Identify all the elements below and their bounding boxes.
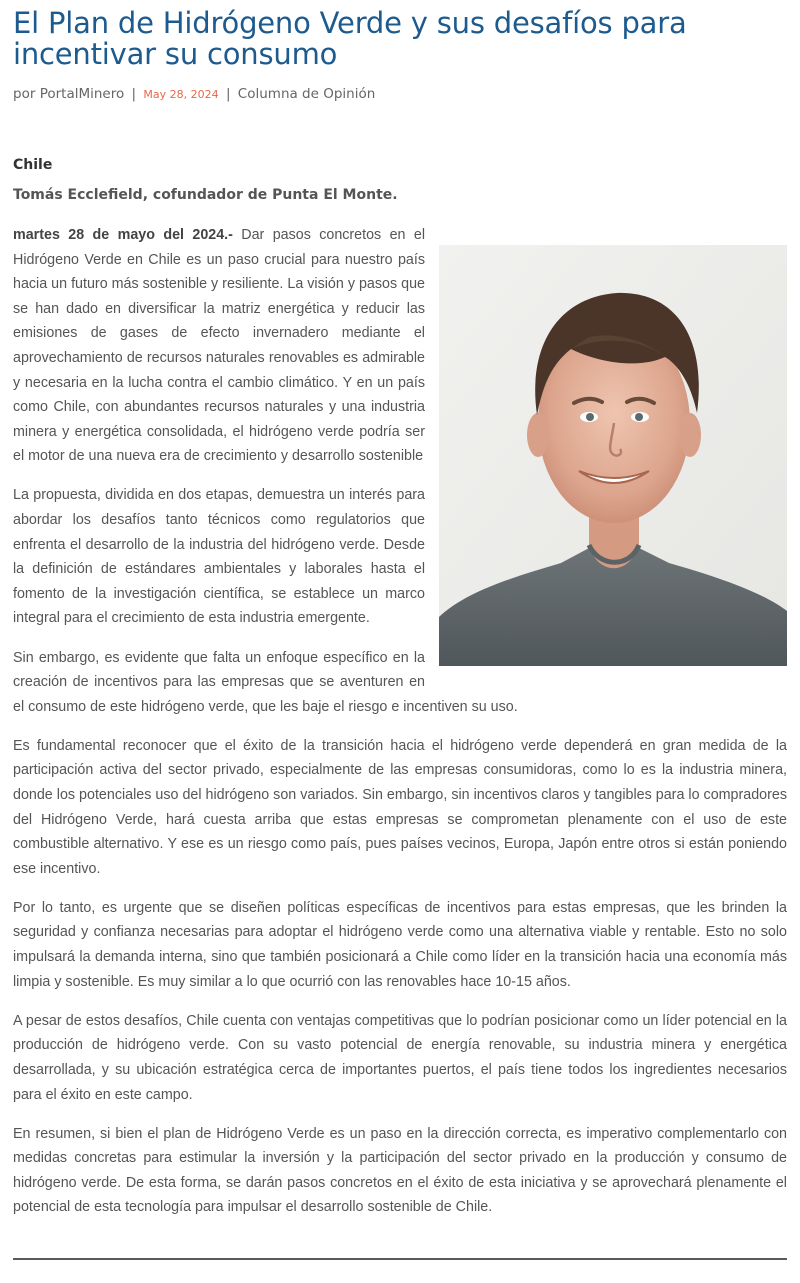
meta-category-link[interactable]: Columna de Opinión xyxy=(237,86,376,102)
paragraph: La propuesta, dividida en dos etapas, demuestra un interés para abordar los desafíos tanto técnicos como regulatorios que enfrenta el desarrollo de la industria del hidrógeno verde. Desde la definición de estándares ambientales y laborales hasta el fomento de la investigación científica, se establece un marco integral para el crecimiento de esta industria emergente. xyxy=(13,487,425,627)
article-body xyxy=(13,223,787,1234)
paragraph: A pesar de estos desafíos, Chile cuenta con ventajas competitivas que lo podrían posicionar como un líder potencial en la producción de hidrógeno verde. Con su vasto potencial de energía renovable, su industria minera y energética desarrollada, y su ubicación estratégica cerca de importantes puertos, el país tiene todos los ingredientes necesarios para el éxito en este campo. xyxy=(13,1012,787,1103)
paragraph: Por lo tanto, es urgente que se diseñen políticas específicas de incentivos para estas empresas, que les brinden la seguridad y confianza necesarias para adoptar el hidrógeno verde como una alternativa viable y rentable. Esto no solo impulsará la demanda interna, sino que también posicionará a Chile como líder en la transición hacia una economía más limpia y sostenible. Es muy similar a lo que ocurrió con las renovables hace 10-15 años. xyxy=(13,899,787,990)
paragraph: En resumen, si bien el plan de Hidrógeno Verde es un paso en la dirección correcta, es imperativo complementarlo con medidas concretas para estimular la inversión y la participación del sector privado en la producción y consumo de hidrógeno verde. De esta forma, se darán pasos concretos en el éxito de esta iniciativa y se aprovechará plenamente el potencial de esta tecnología para impulsar el desarrollo sostenible de Chile. xyxy=(13,1125,787,1216)
meta-separator: | xyxy=(131,86,137,102)
paragraph-text: Dar pasos concretos en el Hidrógeno Verde en Chile es un paso crucial para nuestro país hacia un futuro más sostenible y resiliente. La visión y pasos que se han dado en diversificar la matriz energética y reducir las emisiones de gases de efecto invernadero mediante el aprovechamiento de recursos naturales renovables es admirable y necesaria en la lucha contra el cambio climático. Y en un país como Chile, con abundantes recursos naturales y una industria minera y energética consolidada, el hidrógeno verde podría ser el motor de una nueva era de crecimiento y desarrollo sostenible xyxy=(13,227,425,465)
meta-date: May 28, 2024 xyxy=(143,88,219,101)
article-title[interactable]: El Plan de Hidrógeno Verde y sus desafíos para incentivar su consumo xyxy=(13,6,687,71)
meta-separator: | xyxy=(225,86,231,102)
author-portrait-photo xyxy=(439,245,787,666)
article-meta xyxy=(13,84,787,104)
meta-author-link[interactable]: PortalMinero xyxy=(39,86,125,102)
article xyxy=(13,0,787,1216)
meta-by-prefix: por xyxy=(13,86,36,102)
author-byline: Tomás Ecclefield, cofundador de Punta El Monte. xyxy=(13,187,398,203)
paragraph: Es fundamental reconocer que el éxito de la transición hacia el hidrógeno verde dependerá en gran medida de la participación activa del sector privado, especialmente de las empresas consumidoras, como lo es la industria minera, donde los potenciales uso del hidrógeno son variados. Sin embargo, sin incentivos claros y tangibles para lo compradores del Hidrógeno Verde, hará cuesta arriba que estas empresas se comprometan plenamente con el uso de este combustible alternativo. Y ese es un riesgo como país, pues países vecinos, Europa, Japón entre otros si están poniendo ese incentivo. xyxy=(13,737,787,877)
bottom-divider xyxy=(13,1258,787,1260)
article-dateline: martes 28 de mayo del 2024.- xyxy=(13,227,233,243)
paragraph: Sin embargo, es evidente que falta un enfoque específico en la creación de incentivos para las empresas que se aventuren en el consumo de este hidrógeno verde, que les baje el riesgo e incentiven su uso. xyxy=(13,649,518,715)
portrait-image xyxy=(439,245,787,666)
section-label: Chile xyxy=(13,157,53,173)
